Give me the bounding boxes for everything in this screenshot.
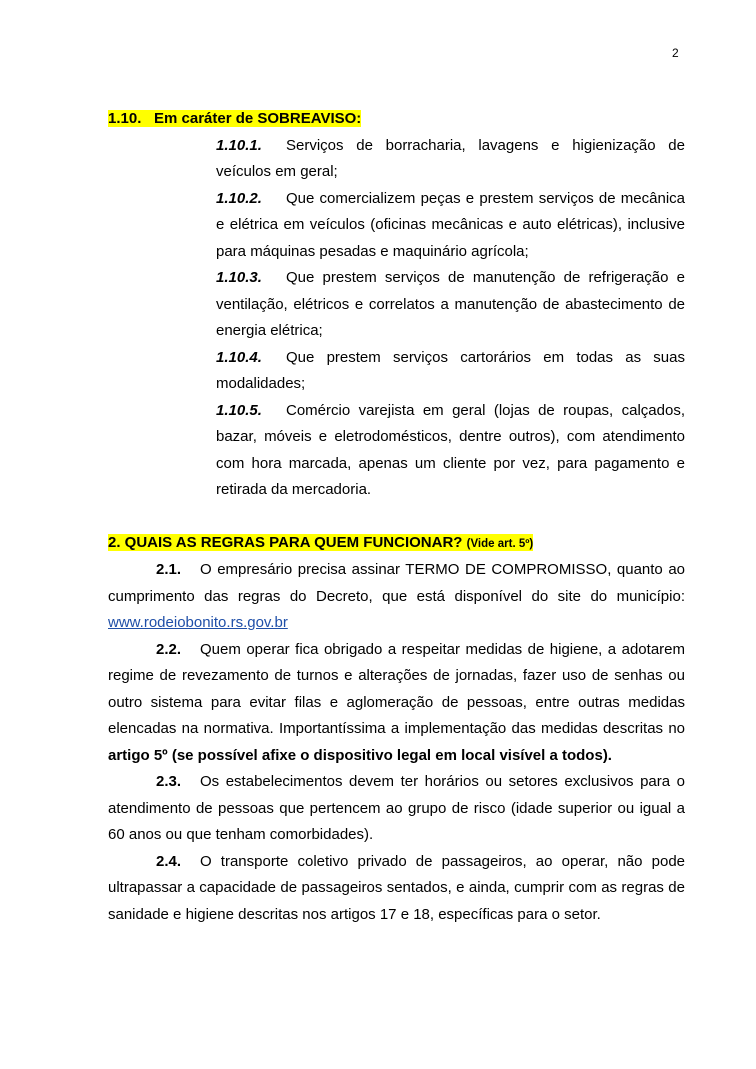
paragraph-2-4 [108,849,685,929]
paragraph-code: 2.3. [156,773,182,790]
section-2-highlight [108,534,533,551]
item-code: 1.10.1. [216,136,262,154]
section-1-10-number: 1.10. [108,110,142,127]
section-2-title-note: (Vide art. 5º) [466,537,534,550]
section-1-10-highlight [108,110,361,127]
section-2-heading [108,530,685,558]
paragraph-code: 2.1. [156,561,182,578]
paragraph-text: O empresário precisa assinar TERMO DE COMPROMISSO, quanto ao cumprimento das regras do Decreto, que está disponível do site do município: [108,561,685,605]
item-code: 1.10.2. [216,189,262,207]
paragraph-bold-text: artigo 5º (se possível afixe o dispositivo legal em local visível a todos). [108,746,612,764]
item-code: 1.10.3. [216,269,262,286]
page-number: 2 [672,46,679,60]
paragraph-2-2 [108,637,685,770]
section-1-10-heading [108,106,685,133]
paragraph-2-3 [108,769,685,849]
paragraph-text: Quem operar fica obrigado a respeitar medidas de higiene, a adotarem regime de revezamento de turnos e alterações de jornadas, fazer uso de senhas ou outro sistema para evitar filas e aglomeração de pessoas, entre outras medidas elencadas na normativa. Importantíssima a implementação das medidas descritas no [108,640,685,737]
item-text: Serviços de borracharia, lavagens e higienização de veículos em geral; [216,136,685,180]
item-1-10-2 [216,186,685,266]
item-text: Comércio varejista em geral (lojas de roupas, calçados, bazar, móveis e eletrodomésticos, dentre outros), com atendimento com hora marcada, apenas um cliente por vez, para pagamento e retirada da mercadoria. [216,401,685,498]
municipality-website-link[interactable]: www.rodeiobonito.rs.gov.br [108,614,288,631]
paragraph-2-1 [108,557,685,637]
item-1-10-1 [216,133,685,186]
item-1-10-4 [216,345,685,398]
item-text: Que comercializem peças e prestem serviços de mecânica e elétrica em veículos (oficinas mecânicas e auto elétricas), inclusive para máquinas pesadas e maquinário agrícola; [216,189,685,260]
item-code: 1.10.5. [216,401,262,419]
item-1-10-3 [216,265,685,345]
document-body [108,106,685,928]
item-1-10-5 [216,398,685,504]
paragraph-code: 2.4. [156,852,182,870]
section-2-title: 2. QUAIS AS REGRAS PARA QUEM FUNCIONAR? [108,533,463,551]
paragraph-text: Os estabelecimentos devem ter horários ou setores exclusivos para o atendimento de pessoas que pertencem ao grupo de risco (idade superior ou igual a 60 anos ou que tenham comorbidades). [108,773,685,843]
section-1-10-title: Em caráter de SOBREAVISO: [154,110,362,127]
item-code: 1.10.4. [216,348,262,366]
paragraph-text: O transporte coletivo privado de passageiros, ao operar, não pode ultrapassar a capacidade de passageiros sentados, e ainda, cumprir com as regras de sanidade e higiene descritas nos artigos 17 e 18, específicas para o setor. [108,852,685,923]
item-text: Que prestem serviços de manutenção de refrigeração e ventilação, elétricos e correlatos a manutenção de abastecimento de energia elétrica; [216,269,685,339]
section-spacer [108,504,685,530]
paragraph-code: 2.2. [156,640,182,658]
item-text: Que prestem serviços cartorários em todas as suas modalidades; [216,348,685,392]
